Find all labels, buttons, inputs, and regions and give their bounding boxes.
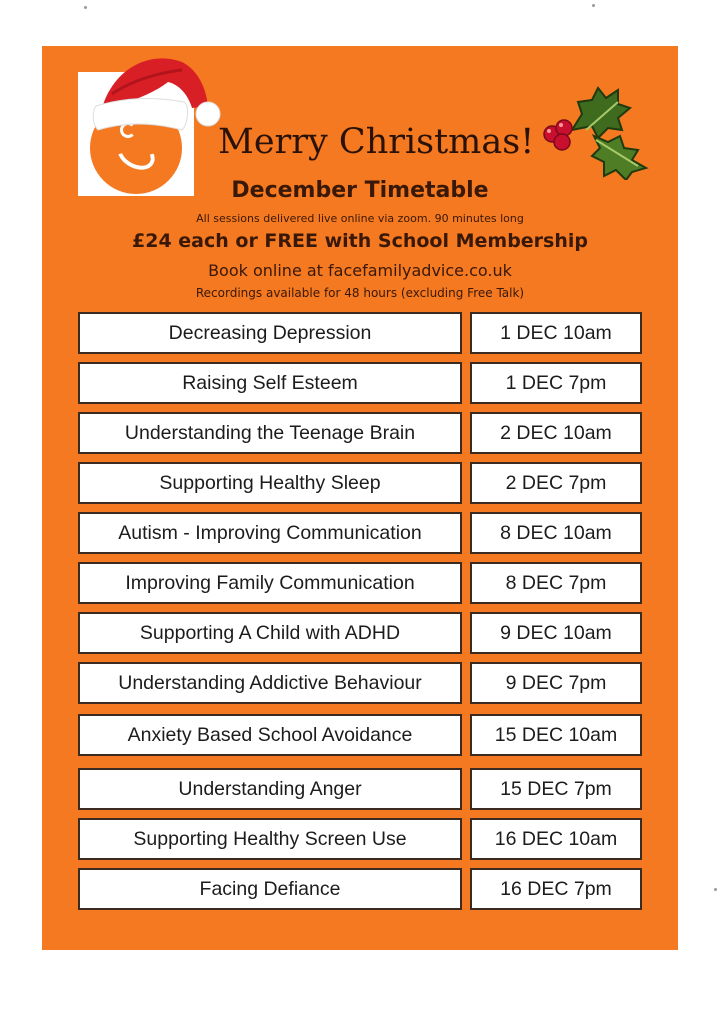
session-date: 1 DEC 7pm [470,362,642,404]
scan-speck [592,4,595,7]
session-title: Anxiety Based School Avoidance [78,714,462,756]
schedule-row [78,612,642,654]
price-info: £24 each or FREE with School Membership [132,230,588,252]
session-date: 2 DEC 10am [470,412,642,454]
session-title: Supporting A Child with ADHD [78,612,462,654]
session-title: Autism - Improving Communication [78,512,462,554]
timetable-subtitle: December Timetable [231,178,489,203]
schedule-row [78,768,642,810]
schedule-row [78,818,642,860]
session-date: 16 DEC 10am [470,818,642,860]
session-date: 9 DEC 10am [470,612,642,654]
session-date: 1 DEC 10am [470,312,642,354]
session-date: 9 DEC 7pm [470,662,642,704]
session-title: Raising Self Esteem [78,362,462,404]
session-date: 2 DEC 7pm [470,462,642,504]
session-title: Improving Family Communication [78,562,462,604]
schedule-row [78,562,642,604]
session-date: 8 DEC 10am [470,512,642,554]
session-date: 16 DEC 7pm [470,868,642,910]
session-title: Supporting Healthy Screen Use [78,818,462,860]
session-title: Understanding the Teenage Brain [78,412,462,454]
session-title: Understanding Addictive Behaviour [78,662,462,704]
schedule-row [78,362,642,404]
schedule-row [78,868,642,910]
recordings-info: Recordings available for 48 hours (excluding Free Talk) [195,286,525,300]
scan-speck [84,6,87,9]
booking-info: Book online at facefamilyadvice.co.uk [208,261,512,280]
santa-hat-icon [92,50,222,140]
page-title: Merry Christmas! [218,122,535,162]
schedule-row [78,312,642,354]
schedule-row [78,714,642,756]
session-date: 15 DEC 7pm [470,768,642,810]
session-info: All sessions delivered live online via zoom. 90 minutes long [196,212,524,225]
session-title: Decreasing Depression [78,312,462,354]
scan-speck [714,888,717,891]
session-date: 15 DEC 10am [470,714,642,756]
schedule-row [78,462,642,504]
session-title: Understanding Anger [78,768,462,810]
session-date: 8 DEC 7pm [470,562,642,604]
timetable-flyer [42,46,678,950]
session-title: Supporting Healthy Sleep [78,462,462,504]
holly-icon [538,80,654,180]
schedule-row [78,412,642,454]
schedule-row [78,662,642,704]
session-title: Facing Defiance [78,868,462,910]
schedule-row [78,512,642,554]
